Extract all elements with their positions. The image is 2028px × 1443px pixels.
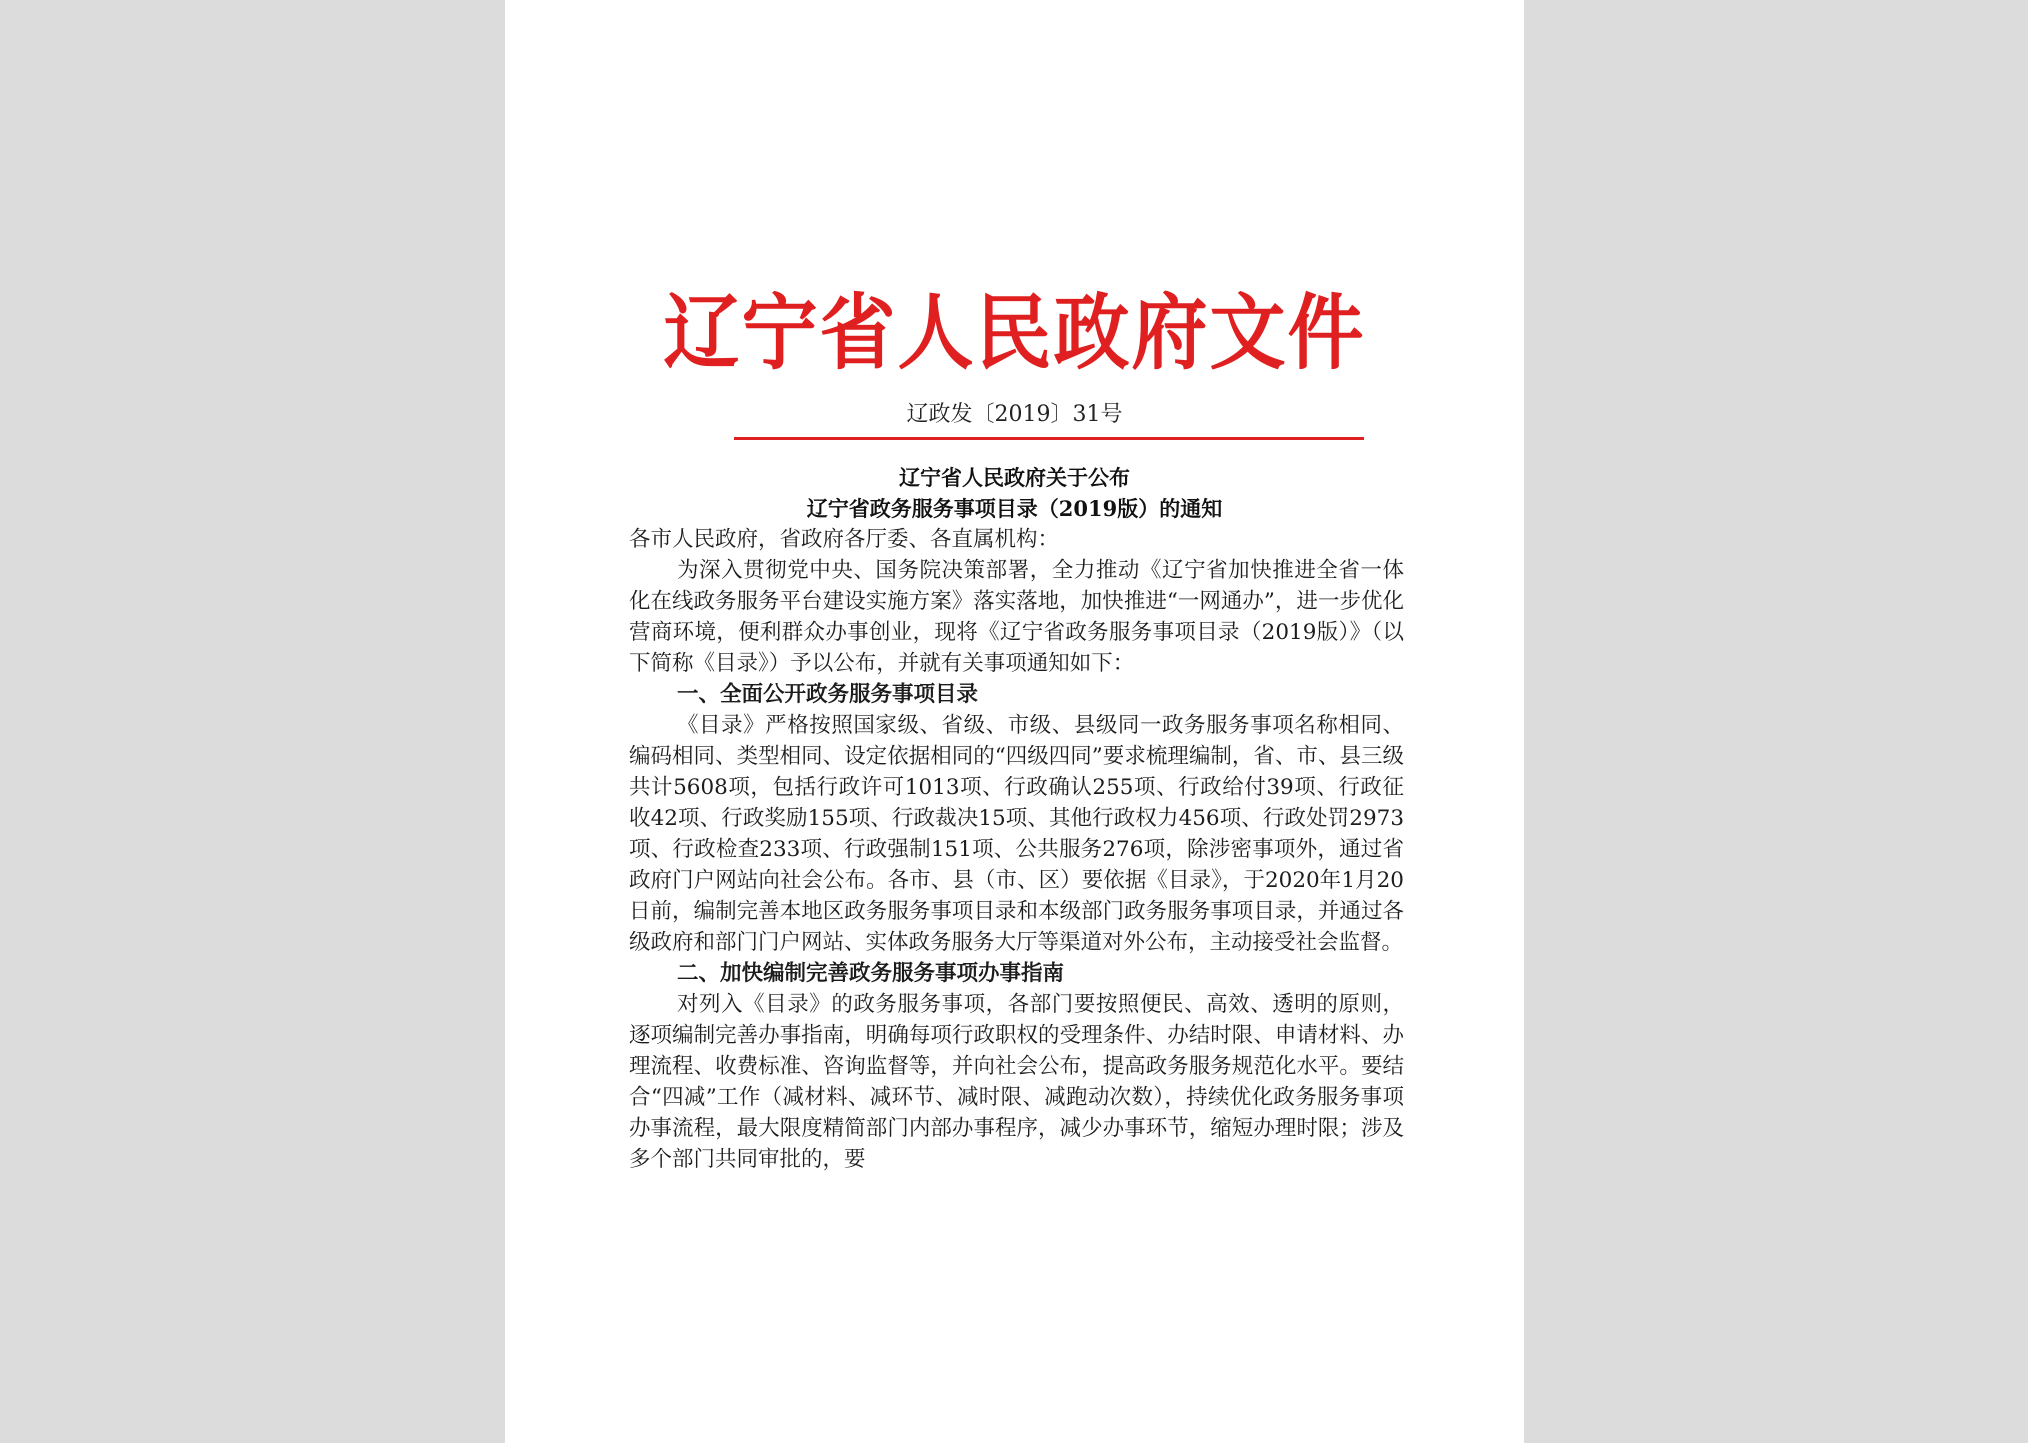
section2-heading: 二、加快编制完善政务服务事项办事指南 (677, 961, 1065, 986)
document-page (505, 0, 1524, 1443)
notice-title-line2: 辽宁省政务服务事项目录（2019版）的通知 (806, 496, 1223, 521)
notice-title-line1: 辽宁省人民政府关于公布 (899, 465, 1130, 490)
section1-paragraph: 《目录》严格按照国家级、省级、市级、县级同一政务服务事项名称相同、编码相同、类型相同、设定依据相同的“四级四同”要求梳理编制，省、市、县三级共计5608项，包括行政许可1013项、行政确认255项、行政给付39项、行政征收42项、行政奖励155项、行政裁决15项、其他行政权力456项、行政处罚2973项、行政检查233项、行政强制151项、公共服务276项，除涉密事项外，通过省政府门户网站向社会公布。各市、县（市、区）要依据《目录》，于2020年1月20日前，编制完善本地区政务服务事项目录和本级部门政务服务事项目录，并通过各级政府和部门门户网站、实体政务服务大厅等渠道对外公布，主动接受社会监督。 (629, 713, 1404, 955)
addressee: 各市人民政府，省政府各厅委、各直属机构： (629, 527, 1060, 552)
intro-paragraph: 为深入贯彻党中央、国务院决策部署，全力推动《辽宁省加快推进全省一体化在线政务服务平台建设实施方案》落实落地，加快推进“一网通办”，进一步优化营商环境，便利群众办事创业，现将《辽宁省政务服务事项目录（2019版）》（以下简称《目录》）予以公布，并就有关事项通知如下： (629, 558, 1404, 676)
document-body (629, 524, 1404, 1175)
section2-paragraph: 对列入《目录》的政务服务事项，各部门要按照便民、高效、透明的原则，逐项编制完善办事指南，明确每项行政职权的受理条件、办结时限、申请材料、办理流程、收费标准、咨询监督等，并向社会公布，提高政务服务规范化水平。要结合“四减”工作（减材料、减环节、减时限、减跑动次数），持续优化政务服务事项办事流程，最大限度精简部门内部办事程序，减少办事环节，缩短办理时限；涉及多个部门共同审批的，要 (629, 992, 1404, 1172)
document-number: 辽政发〔2019〕31号 (906, 402, 1123, 427)
red-divider (734, 437, 1364, 440)
letterhead-title: 辽宁省人民政府文件 (663, 284, 1366, 381)
section1-heading: 一、全面公开政务服务事项目录 (677, 682, 979, 707)
